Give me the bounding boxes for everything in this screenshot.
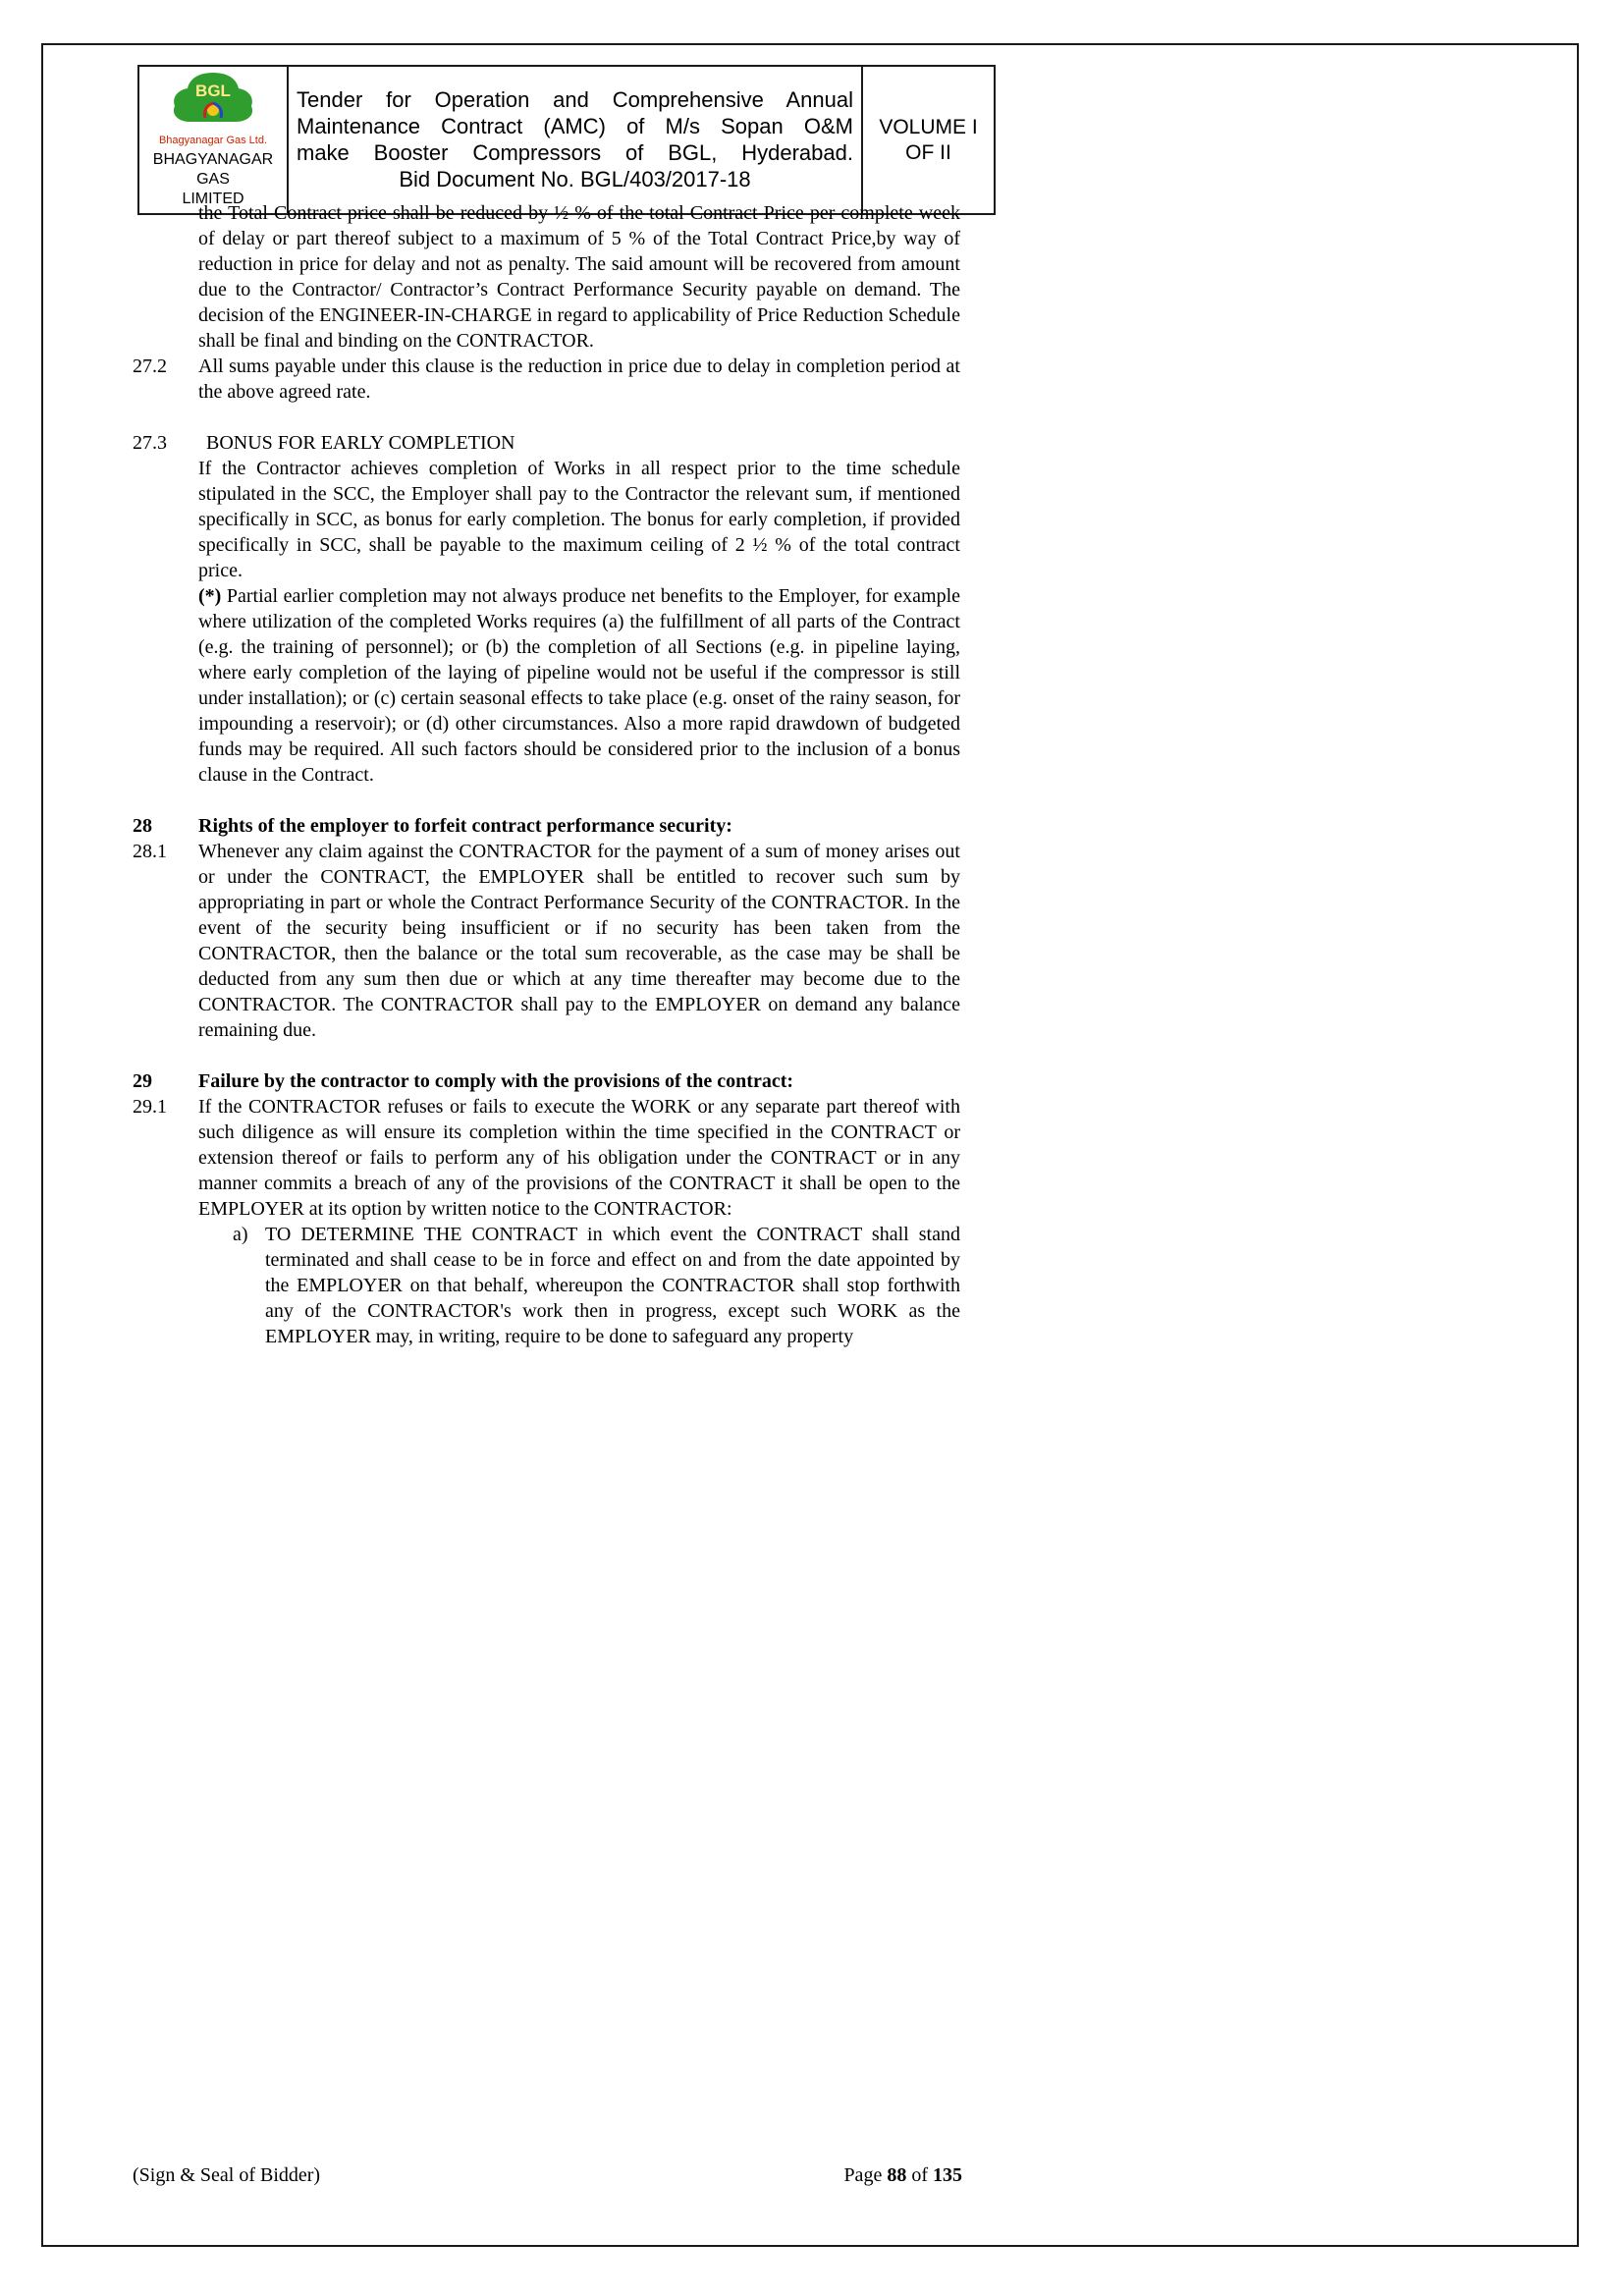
item-a-text: TO DETERMINE THE CONTRACT in which event the CONTRACT shall stand terminated and shall cease to be in force and effect on and from the date appointed by the EMPLOYER on that behalf, whereupon the CONTRACTOR shall stop forthwith any of the CONTRACTOR's work then in progress, except such WORK as the EMPLOYER may, in writing, require to be done to safeguard any property <box>265 1224 960 1347</box>
page-word: Page <box>843 2164 888 2186</box>
svg-text:BGL: BGL <box>195 82 231 100</box>
clause-272-number: 27.2 <box>133 355 167 377</box>
clause-29-number: 29 <box>133 1070 152 1092</box>
item-a-label: a) <box>233 1224 248 1245</box>
volume-line2: OF II <box>905 140 951 164</box>
clause-273-para1: If the Contractor achieves completion of Works in all respect prior to the time schedule stipulated in the SCC, the Employer shall pay to the Contractor the relevant sum, if mentioned specifically in SCC, as bonus for early completion. The bonus for early completion, if provided specifically in SCC, shall be payable to the maximum ceiling of 2 ½ % of the total contract price. <box>198 458 960 581</box>
clause-272-text: All sums payable under this clause is the reduction in price due to delay in completion period at the above agreed rate. <box>198 355 960 403</box>
of-word: of <box>906 2164 933 2186</box>
bid-document-number: Bid Document No. BGL/403/2017-18 <box>399 167 751 191</box>
page-footer <box>133 2162 962 2188</box>
company-name-line1: BHAGYANAGAR GAS <box>152 151 274 188</box>
clause-29-heading: Failure by the contractor to comply with the provisions of the contract: <box>198 1070 794 1092</box>
clause-291-number: 29.1 <box>133 1096 167 1118</box>
clause-273-para2 <box>198 583 960 788</box>
clause-291 <box>133 1094 960 1349</box>
clause-273-body <box>198 430 960 788</box>
volume-line1: VOLUME I <box>879 115 978 138</box>
page-total: 135 <box>933 2164 962 2186</box>
header-table <box>137 65 996 215</box>
tender-title-line3: make Booster Compressors of BGL, Hyderabad. <box>297 140 853 165</box>
logo-cell <box>138 66 288 214</box>
clause-281-number: 28.1 <box>133 841 167 862</box>
page-number <box>843 2162 962 2188</box>
star-marker: (*) <box>198 585 222 607</box>
clause-272 <box>133 354 960 405</box>
clause-28-heading: Rights of the employer to forfeit contract performance security: <box>198 815 732 837</box>
volume-cell <box>862 66 995 214</box>
sign-seal-label: (Sign & Seal of Bidder) <box>133 2164 321 2186</box>
clause-291-item-a <box>233 1222 960 1349</box>
clause-273 <box>133 430 960 788</box>
clause-273-heading: BONUS FOR EARLY COMPLETION <box>206 432 515 454</box>
page-current: 88 <box>887 2164 907 2186</box>
clause-281 <box>133 839 960 1043</box>
clause-28-heading-row <box>133 813 960 839</box>
clause-28-number: 28 <box>133 815 152 837</box>
logo-caption: Bhagyanagar Gas Ltd. <box>158 135 268 146</box>
clause-273-para2-text: Partial earlier completion may not always produce net benefits to the Employer, for example where utilization of the completed Works requires (a) the fulfillment of all parts of the Contract (e.g. the training of personnel); or (b) the completion of all Sections (e.g. in pipeline laying, where early completion of the laying of pipeline would not be useful if the compressor is still under installation); or (c) certain seasonal effects to take place (e.g. onset of the rainy season, for impounding a reservoir); or (d) other circumstances. Also a more rapid drawdown of budgeted funds may be required. All such factors should be considered prior to the inclusion of a bonus clause in the Contract. <box>198 585 960 786</box>
clause-291-body <box>198 1094 960 1349</box>
title-cell <box>288 66 862 214</box>
clause-271-text: the Total Contract price shall be reduced by ½ % of the total Contract Price per complete week of delay or part thereof subject to a maximum of 5 % of the Total Contract Price,by way of reduction in price for delay and not as penalty. The said amount will be recovered from amount due to the Contractor/ Contractor’s Contract Performance Security payable on demand. The decision of the ENGINEER-IN-CHARGE in regard to applicability of Price Reduction Schedule shall be final and binding on the CONTRACTOR. <box>198 202 960 352</box>
clause-281-text: Whenever any claim against the CONTRACTOR for the payment of a sum of money arises out or under the CONTRACT, the EMPLOYER shall be entitled to recover such sum by appropriating in part or whole the Contract Performance Security of the CONTRACTOR. In the event of the security being insufficient or if no security has been taken from the CONTRACTOR, then the balance or the total sum recoverable, as the case may be shall be deducted from any sum then due or which at any time thereafter may become due to the CONTRACTOR. The CONTRACTOR shall pay to the EMPLOYER on demand any balance remaining due. <box>198 841 960 1041</box>
tender-title-line2: Maintenance Contract (AMC) of M/s Sopan O&M <box>297 114 853 138</box>
tender-title-line1: Tender for Operation and Comprehensive Annual <box>297 87 853 112</box>
document-body <box>133 200 960 1349</box>
clause-273-number: 27.3 <box>133 432 167 454</box>
clause-271-continuation <box>133 200 960 354</box>
company-name-line2: LIMITED <box>182 191 244 207</box>
clause-291-text: If the CONTRACTOR refuses or fails to execute the WORK or any separate part thereof with such diligence as will ensure its completion within the time specified in the CONTRACT or extension thereof or fails to perform any of his obligation under the CONTRACT or in any manner commits a breach of any of the provisions of the CONTRACT it shall be open to the EMPLOYER at its option by written notice to the CONTRACTOR: <box>198 1096 960 1220</box>
bgl-logo-icon <box>168 82 258 136</box>
clause-29-heading-row <box>133 1068 960 1094</box>
